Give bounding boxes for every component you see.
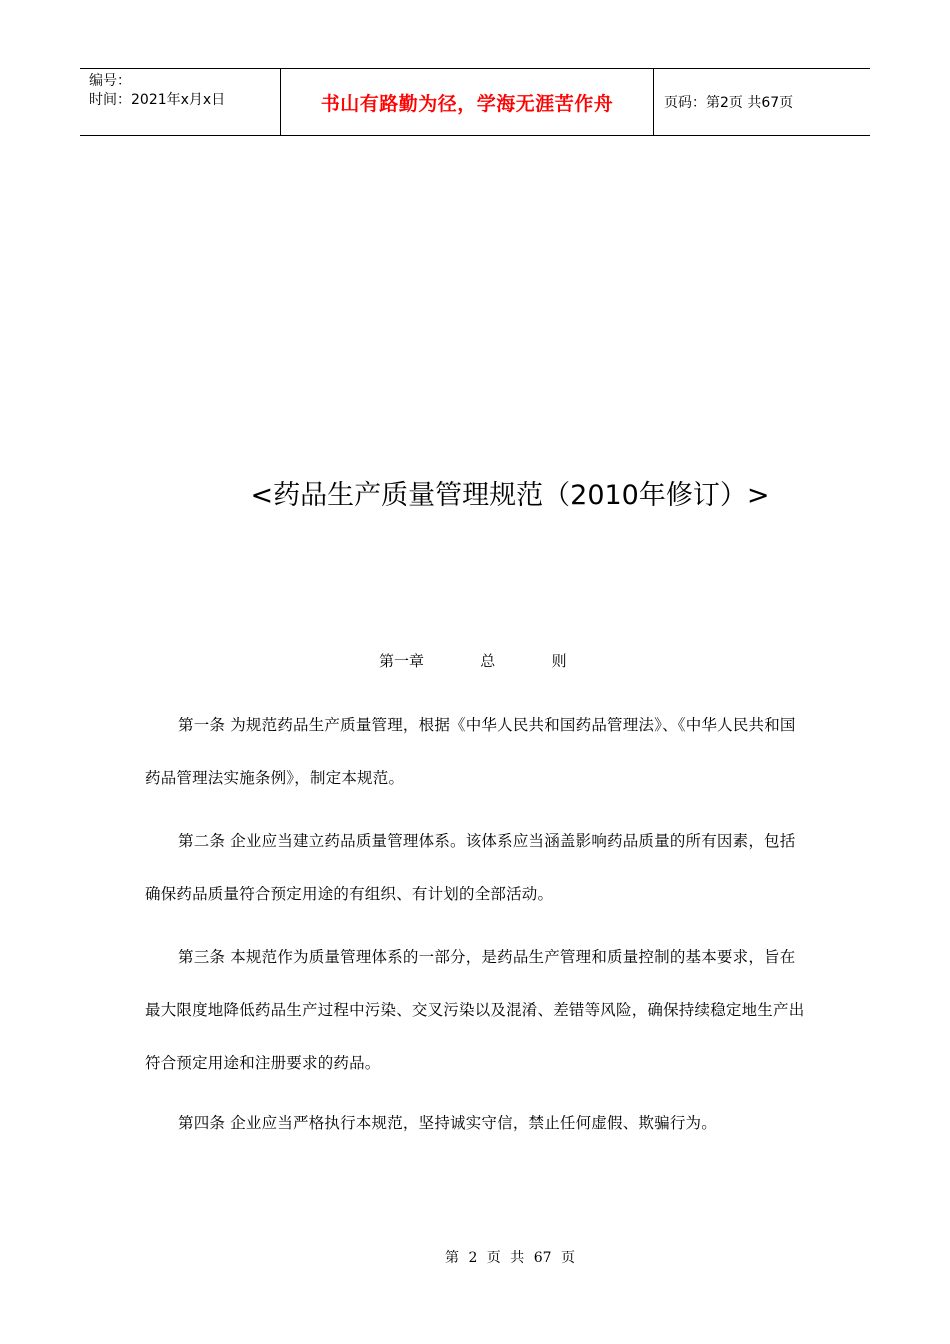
- header-page-info: 页码：第2页 共67页: [664, 95, 794, 111]
- document-title: <药品生产质量管理规范（2010年修订）>: [250, 480, 770, 511]
- chapter-heading: 第一章 总 则: [379, 652, 567, 670]
- page-footer: 第 2 页 共 67 页: [445, 1250, 575, 1266]
- article-1: 第一条 为规范药品生产质量管理，根据《中华人民共和国药品管理法》、《中华人民共和国药品管理法实施条例》，制定本规范。: [145, 716, 796, 787]
- article-2: 第二条 企业应当建立药品质量管理体系。该体系应当涵盖影响药品质量的所有因素，包括确保药品质量符合预定用途的有组织、有计划的全部活动。: [145, 832, 796, 903]
- header-motto: 书山有路勤为径，学海无涯苦作舟: [281, 69, 654, 135]
- document-header: [80, 68, 870, 136]
- header-meta: [80, 69, 281, 135]
- article-4: 第四条 企业应当严格执行本规范，坚持诚实守信，禁止任何虚假、欺骗行为。: [178, 1114, 717, 1132]
- date-label: 时间：2021年x月x日: [89, 92, 226, 108]
- article-3: 第三条 本规范作为质量管理体系的一部分，是药品生产管理和质量控制的基本要求，旨在最大限度地降低药品生产过程中污染、交叉污染以及混淆、差错等风险，确保持续稳定地生产出符合预定用途和注册要求的药品。: [145, 948, 805, 1072]
- number-label: 编号：: [89, 73, 131, 89]
